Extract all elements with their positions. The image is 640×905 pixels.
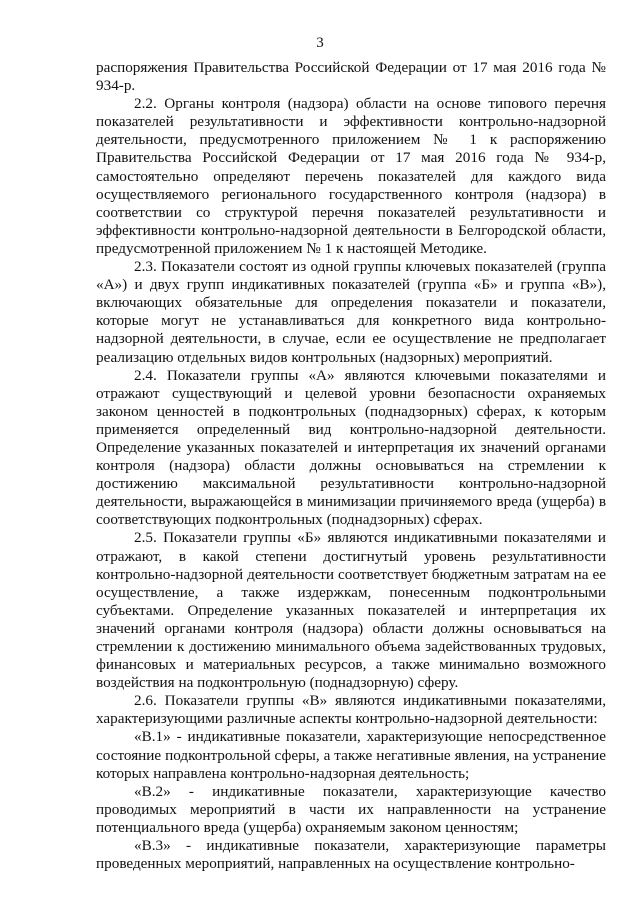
- paragraph-2-5: 2.5. Показатели группы «Б» являются индикативными показателями и отражают, в какой степени достигнутый уровень результативности контрольно-надзорной деятельности соответствует бюджетным затратам на ее осуществление, а также издержкам, понесенным подконтрольными субъектами. Определение указанных показателей и интерпретация их значений органами контроля (надзора) области должны основываться на стремлении к достижению минимального объема задействованных трудовых, финансовых и материальных ресурсов, а также минимально возможного воздействия на подконтрольную (поднадзорную) сферу.: [96, 529, 606, 692]
- page-number: 3: [316, 35, 324, 51]
- paragraph-2-4: 2.4. Показатели группы «А» являются ключевыми показателями и отражают существующий и целевой уровни безопасности охраняемых законом ценностей в подконтрольных (поднадзорных) сферах, к которым применяется определенный вид контрольно-надзорной деятельности. Определение указанных показателей и интерпретация их значений органами контроля (надзора) области должны основываться на стремлении к достижению максимальной результативности контрольно-надзорной деятельности, выражающейся в минимизации причиняемого вреда (ущерба) в соответствующих подконтрольных (поднадзорных) сферах.: [96, 366, 606, 529]
- paragraph-2-6: 2.6. Показатели группы «В» являются индикативными показателями, характеризующими различные аспекты контрольно-надзорной деятельности:: [96, 692, 606, 728]
- list-item-v1: «В.1» - индикативные показатели, характеризующие непосредственное состояние подконтрольной сферы, а также негативные явления, на устранение которых направлена контрольно-надзорная деятельность;: [96, 728, 606, 782]
- document-body: [96, 59, 606, 873]
- paragraph-continuation: распоряжения Правительства Российской Федерации от 17 мая 2016 года № 934-р.: [96, 59, 606, 95]
- paragraph-2-3: 2.3. Показатели состоят из одной группы ключевых показателей (группа «А») и двух групп индикативных показателей (группа «Б» и группа «В»), включающих обязательные для определения показатели и показатели, которые могут не устанавливаться для конкретного вида контрольно-надзорной деятельности, в случае, если ее осуществление не предполагает реализацию отдельных видов контрольных (надзорных) мероприятий.: [96, 258, 606, 366]
- paragraph-2-2: 2.2. Органы контроля (надзора) области на основе типового перечня показателей результативности и эффективности контрольно-надзорной деятельности, предусмотренного приложением № 1 к распоряжению Правительства Российской Федерации от 17 мая 2016 года № 934-р, самостоятельно определяют перечень показателей для каждого вида осуществляемого регионального государственного контроля (надзора) в соответствии со структурой перечня показателей результативности и эффективности контрольно-надзорной деятельности в Белгородской области, предусмотренной приложением № 1 к настоящей Методике.: [96, 95, 606, 257]
- list-item-v2: «В.2» - индикативные показатели, характеризующие качество проводимых мероприятий в части их направленности на устранение потенциального вреда (ущерба) охраняемым законом ценностям;: [96, 782, 606, 836]
- list-item-v3: «В.3» - индикативные показатели, характеризующие параметры проведенных мероприятий, направленных на осуществление контрольно-: [96, 837, 606, 873]
